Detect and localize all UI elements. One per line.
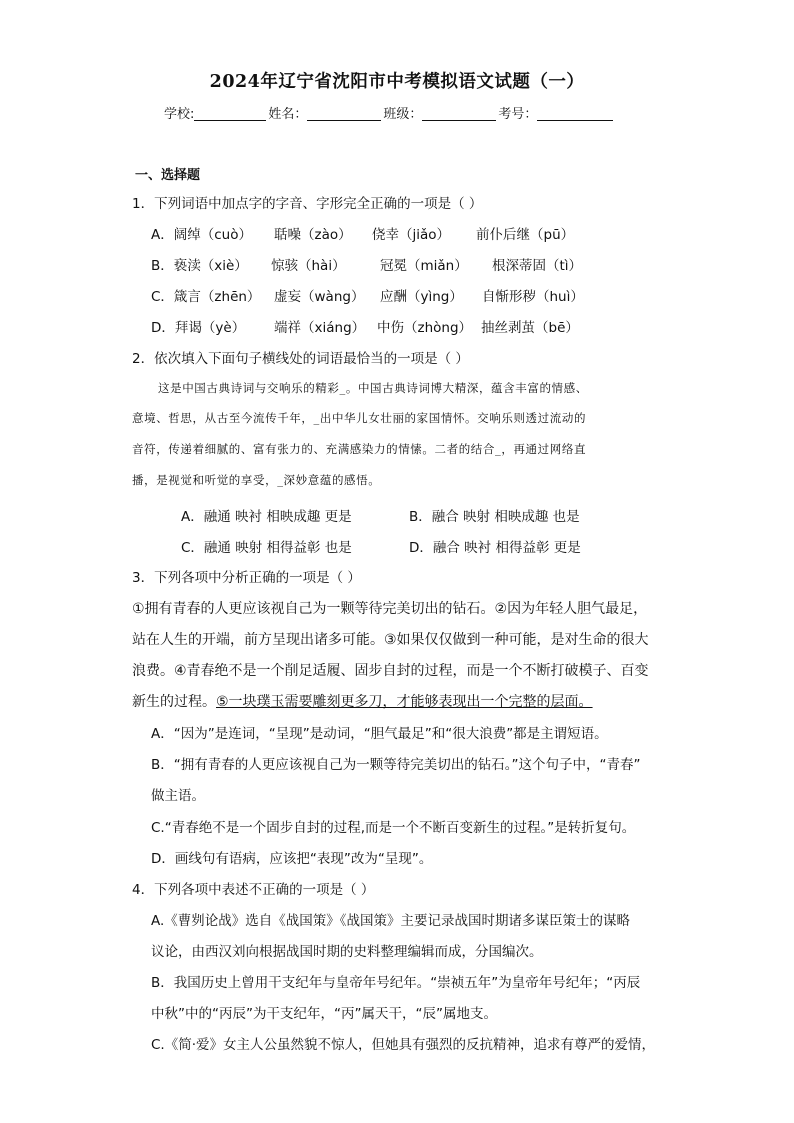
q4-option-b: B．我国历史上曾用干支纪年与皇帝年号纪年。“崇祯五年”为皇帝年号纪年；“丙辰 [151, 975, 641, 991]
q2-option-d: D．融合 映衬 相得益彰 更是 [409, 540, 581, 556]
student-info-line [164, 103, 615, 122]
class-label: 班级： [383, 107, 423, 122]
q1-option-c-1: C．箴言（zhēn） [151, 289, 261, 305]
q2-option-b: B．融合 映射 相映成趣 也是 [409, 509, 580, 525]
q1-option-b-2: 惊骇（hài） [271, 258, 346, 274]
q1-option-a-1: A．阔绰（cuò） [151, 227, 252, 243]
q2-passage-line: 意境、哲思，从古至今流传千年，_出中华儿女壮丽的家国情怀。交响乐则透过流动的 [132, 411, 587, 425]
q3-paragraph-text: 新生的过程。 [132, 694, 216, 710]
q1-option-b-3: 冠冕（miǎn） [380, 258, 468, 274]
q2-passage-line: 播，是视觉和听觉的享受，_深妙意蕴的感悟。 [132, 473, 381, 487]
q3-option-a: A．“因为”是连词，“呈现”是动词，“胆气最足”和“很大浪费”都是主谓短语。 [151, 726, 608, 742]
q3-option-c: C.“青春绝不是一个固步自封的过程,而是一个不断百变新生的过程。”是转折复句。 [151, 820, 636, 836]
q2-passage-line: 这是中国古典诗词与交响乐的精彩_。中国古典诗词博大精深，蕴含丰富的情感、 [158, 381, 588, 395]
q1-option-d-2: 端祥（xiáng） [274, 320, 366, 336]
q1-option-d-3: 中伤（zhòng） [377, 320, 473, 336]
q2-passage-line: 音符，传递着细腻的、富有张力的、充满感染力的情愫。二者的结合_，再通过网络直 [132, 442, 587, 456]
q3-option-d: D．画线句有语病，应该把“表现”改为“呈现”。 [151, 851, 433, 867]
q4-option-c: C.《简·爱》女主人公虽然貌不惊人，但她具有强烈的反抗精神，追求有尊严的爱情， [151, 1037, 656, 1053]
school-blank[interactable] [194, 106, 266, 121]
q4-option-a-cont: 议论，由西汉刘向根据战国时期的史料整理编辑而成，分国编次。 [151, 944, 543, 960]
class-blank[interactable] [422, 106, 496, 121]
q3-paragraph-line: 站在人生的开端，前方呈现出诸多可能。③如果仅仅做到一种可能，是对生命的很大 [132, 632, 649, 648]
q2-option-c: C．融通 映射 相得益彰 也是 [181, 540, 352, 556]
q1-option-d-4: 抽丝剥茧（bē） [481, 320, 579, 336]
q1-option-a-3: 侥幸（jiǎo） [372, 227, 451, 243]
school-label: 学校: [164, 107, 195, 122]
q1-option-b-4: 根深蒂固（tì） [492, 258, 583, 274]
section-heading: 一、选择题 [135, 168, 201, 183]
q4-option-b-cont: 中秋”中的“丙辰”为干支纪年，“丙”属天干，“辰”属地支。 [151, 1006, 497, 1022]
q2-stem: 2．依次填入下面句子横线处的词语最恰当的一项是（ ） [132, 351, 469, 367]
q1-option-c-2: 虚妄（wàng） [274, 289, 365, 305]
q1-option-a-2: 聒噪（zào） [274, 227, 352, 243]
name-label: 姓名： [268, 107, 308, 122]
page-title: 2024年辽宁省沈阳市中考模拟语文试题（一） [209, 72, 585, 92]
number-label: 考号： [498, 107, 538, 122]
q4-option-a: A.《曹刿论战》选自《战国策》《战国策》主要记录战国时期诸多谋臣策士的谋略 [151, 913, 631, 929]
q3-option-b-cont: 做主语。 [151, 788, 205, 804]
q1-option-d-1: D．拜谒（yè） [151, 320, 246, 336]
number-blank[interactable] [537, 106, 613, 121]
q3-paragraph-line: 浪费。④青春绝不是一个削足适履、固步自封的过程，而是一个不断打破模子、百变 [132, 663, 649, 679]
q4-stem: 4．下列各项中表述不正确的一项是（ ） [132, 882, 375, 898]
q3-stem: 3．下列各项中分析正确的一项是（ ） [132, 570, 361, 586]
q1-option-a-4: 前仆后继（pū） [476, 227, 575, 243]
q3-paragraph-line: ①拥有青春的人更应该视自己为一颗等待完美切出的钻石。②因为年轻人胆气最足， [132, 601, 648, 617]
q1-option-c-4: 自惭形秽（huì） [482, 289, 584, 305]
q1-option-c-3: 应酬（yìng） [380, 289, 463, 305]
q2-option-a: A．融通 映衬 相映成趣 更是 [181, 509, 352, 525]
q3-paragraph-line [132, 691, 593, 711]
q1-stem: 1．下列词语中加点字的字音、字形完全正确的一项是（ ） [132, 196, 483, 212]
q1-option-b-1: B．亵渎（xiè） [151, 258, 248, 274]
q3-option-b: B．“拥有青春的人更应该视自己为一颗等待完美切出的钻石。”这个句子中，“青春” [151, 757, 641, 773]
name-blank[interactable] [307, 106, 381, 121]
q3-underlined-sentence: ⑤一块璞玉需要雕刻更多刀，才能够表现出一个完整的层面。 [216, 694, 593, 710]
